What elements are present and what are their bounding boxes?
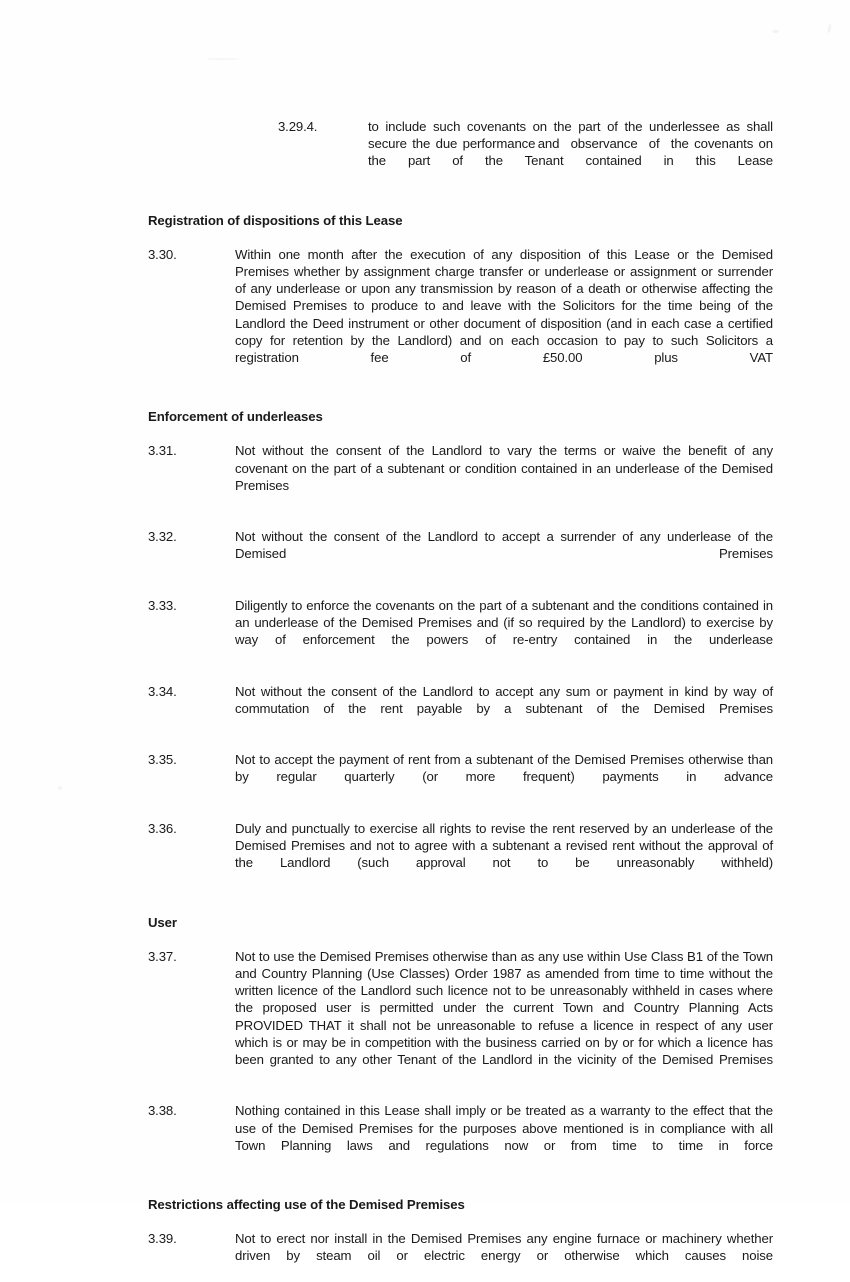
clause-text-segment: the covenants on the part of the Tenant contained in this Lease [368,136,773,169]
clause-number: 3.30. [148,246,177,262]
clause-3-37 [148,948,773,1086]
clause-3-39 [148,1230,773,1282]
clause-text: Not to erect nor install in the Demised Premises any engine furnace or machinery whether driven by steam oil or electric energy or otherwise which causes noise [235,1231,773,1264]
clause-number: 3.39. [148,1231,177,1247]
clause-number: 3.37. [148,948,177,964]
subclause-3-29-4 [278,118,773,187]
clause-number: 3.38. [148,1103,177,1119]
clause-number: 3.33. [148,597,177,613]
clause-3-38 [148,1102,773,1171]
clause-text: Duly and punctually to exercise all rights to revise the rent reserved by an underlease of the Demised Premises and not to agree with a subtenant a revised rent without the approval of the Landlord (such approval not to be unreasonably withheld) [235,820,773,871]
scan-artifact-speck [827,24,832,33]
clause-text-segment: to include such covenants on the part of the underlessee as shall secure the due performance [368,119,773,152]
clause-number: 3.29.4. [278,119,318,134]
section-heading-registration-of-dispositions: Registration of dispositions of this Lease [148,212,403,228]
clause-text: Not without the consent of the Landlord to accept any sum or payment in kind by way of commutation of the rent payable by a subtenant of the Demised Premises [235,683,773,716]
clause-text: Nothing contained in this Lease shall imply or be treated as a warranty to the effect that the use of the Demised Premises for the purposes above mentioned is in compliance with all Town Planning laws and regulations now or from time to time in force [235,1103,773,1153]
clause-3-34 [148,683,773,735]
clause-text: Not to use the Demised Premises otherwise than as any use within Use Class B1 of the Town and Country Planning (Use Classes) Order 1987 as amended from time to time without the written licence of the Landlord such licence not to be unreasonably withheld in cases where the proposed user is permitted under the current Town and Country Planning Acts PROVIDED THAT it shall not be unreasonable to refuse a licence in respect of any user which is or may be in competition with the business carried on by or for which a licence has been granted to any other Tenant of the Landlord in the vicinity of the Demised Premises [235,948,773,1067]
clause-3-35 [148,751,773,803]
clause-3-30 [148,246,773,384]
clause-number: 3.36. [148,820,177,836]
clause-3-33 [148,597,773,666]
section-heading-enforcement-of-underleases: Enforcement of underleases [148,409,323,425]
clause-3-36 [148,820,773,889]
clause-text: Not without the consent of the Landlord to vary the terms or waive the benefit of any covenant on the part of a subtenant or condition contained in an underlease of the Demised Premises [235,443,773,493]
clause-text-segment: of [648,136,660,152]
clause-number: 3.32. [148,529,177,545]
clause-text-segment: observance [570,136,638,152]
clause-number: 3.35. [148,752,177,768]
document-body [148,118,773,1282]
section-heading-user: User [148,914,177,930]
section-heading-restrictions-affecting-use: Restrictions affecting use of the Demised Premises [148,1197,465,1213]
clause-number: 3.31. [148,443,177,459]
clause-number: 3.34. [148,683,177,699]
clause-3-31 [148,442,773,511]
clause-3-32 [148,528,773,580]
scan-artifact-speck [772,30,779,33]
scan-artifact-speck [58,786,62,790]
clause-text: Diligently to enforce the covenants on the part of a subtenant and the conditions contained in an underlease of the Demised Premises and (if so required by the Landlord) to exercise by way of enforcement the powers of re-entry contained in the underlease [235,597,773,648]
clause-text-segment: and [537,136,560,152]
clause-text: Within one month after the execution of any disposition of this Lease or the Demised Premises whether by assignment charge transfer or underlease or assignment or surrender of any underlease or upon any transmission by reason of a death or otherwise affecting the Demised Premises to produce to and leave with the Solicitors for the time being of the Landlord the Deed instrument or other document of disposition (and in each case a certified copy for retention by the Landlord) and on each occasion to pay to such Solicitors a registration fee of £50.00 plus VAT [235,246,773,366]
clause-text: Not to accept the payment of rent from a subtenant of the Demised Premises otherwise than by regular quarterly (or more frequent) payments in advance [235,752,773,785]
clause-text [368,118,773,187]
clause-text: Not without the consent of the Landlord to accept a surrender of any underlease of the Demised Premises [235,529,773,562]
scan-artifact-speck [206,58,240,60]
